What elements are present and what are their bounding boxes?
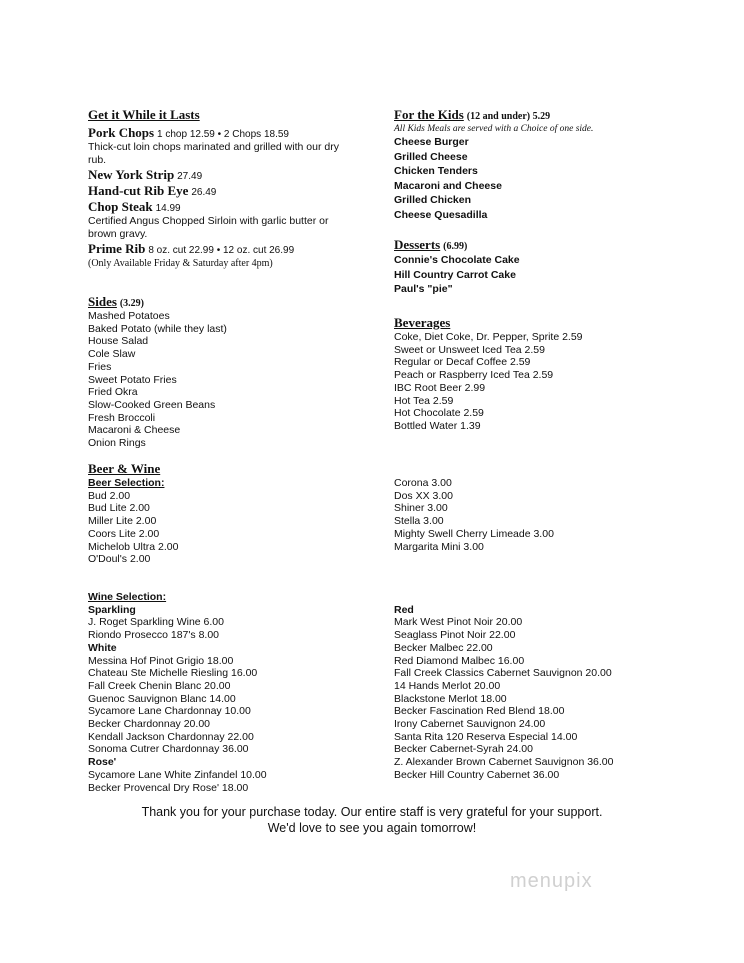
- list-item: Red Diamond Malbec 16.00: [394, 654, 525, 667]
- list-item: Slow-Cooked Green Beans: [88, 398, 216, 411]
- list-item: Stella 3.00: [394, 515, 444, 528]
- list-item: Seaglass Pinot Noir 22.00: [394, 629, 516, 642]
- list-item: Michelob Ultra 2.00: [88, 540, 179, 553]
- list-item: Macaroni and Cheese: [394, 179, 502, 192]
- list-item: Bud Lite 2.00: [88, 502, 150, 515]
- kids-list: [394, 135, 714, 222]
- wine-selection-label: Wine Selection:: [88, 591, 167, 603]
- section-red-wine: [394, 604, 724, 782]
- list-item: Riondo Prosecco 187's 8.00: [88, 629, 220, 642]
- list-item: Becker Cabernet-Syrah 24.00: [394, 743, 533, 756]
- list-item: Kendall Jackson Chardonnay 22.00: [88, 730, 254, 743]
- list-item: Cole Slaw: [88, 348, 136, 361]
- section-desserts: Desserts (6.99) Connie's Chocolate Cake Hill Country Carrot Cake Paul's "pie": [394, 237, 714, 297]
- sides-list: [88, 310, 348, 450]
- list-item: Guenoc Sauvignon Blanc 14.00: [88, 692, 236, 705]
- list-item: Santa Rita 120 Reserva Especial 14.00: [394, 730, 578, 743]
- kids-subtitle: All Kids Meals are served with a Choice of one side.: [394, 124, 594, 134]
- menu-item: Pork Chops 1 chop 12.59 • 2 Chops 18.59 Thick-cut loin chops marinated and grilled with our dry rub.: [88, 125, 339, 166]
- list-item: IBC Root Beer 2.99: [394, 381, 486, 394]
- rose-list: [88, 769, 388, 794]
- list-item: Connie's Chocolate Cake: [394, 254, 520, 266]
- list-item: Bud 2.00: [88, 489, 131, 502]
- beer-selection-label: Beer Selection:: [88, 477, 165, 489]
- beverages-list: [394, 331, 714, 433]
- list-item: Hill Country Carrot Cake: [394, 268, 516, 281]
- section-title: For the Kids: [394, 107, 464, 122]
- list-item: O'Doul's 2.00: [88, 553, 151, 566]
- list-item: Mashed Potatoes: [88, 310, 170, 322]
- list-item: 14 Hands Merlot 20.00: [394, 679, 501, 692]
- list-item: Fries: [88, 360, 112, 373]
- list-item: Paul's "pie": [394, 283, 453, 295]
- rose-label: Rose': [88, 756, 117, 769]
- section-sides: Sides (3.29) Mashed Potatoes Baked Potato (while they last) House Salad Cole Slaw Fries Sweet Potato Fries Fried Okra Slow-Cooked Green Beans Fresh Broccoli Macaroni & Cheese Onion Rings: [88, 294, 348, 450]
- list-item: Chateau Ste Michelle Riesling 16.00: [88, 667, 258, 680]
- footer: [0, 804, 744, 836]
- section-beverages: [394, 315, 714, 433]
- beer-list-right-wrap: [394, 477, 714, 553]
- section-wine: [88, 591, 388, 794]
- list-item: Margarita Mini 3.00: [394, 540, 484, 553]
- footer-line: Thank you for your purchase today. Our entire staff is very grateful for your support.: [141, 805, 603, 819]
- list-item: Z. Alexander Brown Cabernet Sauvignon 36.00: [394, 756, 614, 769]
- list-item: Sycamore Lane White Zinfandel 10.00: [88, 768, 267, 781]
- list-item: House Salad: [88, 335, 149, 348]
- desserts-list: [394, 253, 714, 297]
- list-item: Messina Hof Pinot Grigio 18.00: [88, 654, 234, 667]
- list-item: Miller Lite 2.00: [88, 515, 157, 528]
- list-item: Macaroni & Cheese: [88, 424, 181, 437]
- white-label: White: [88, 641, 117, 654]
- list-item: Becker Malbec 22.00: [394, 641, 493, 654]
- list-item: Shiner 3.00: [394, 502, 448, 515]
- list-item: Baked Potato (while they last): [88, 322, 227, 335]
- white-list: [88, 655, 388, 757]
- beer-list-left: [88, 490, 358, 566]
- list-item: Irony Cabernet Sauvignon 24.00: [394, 718, 546, 731]
- red-label: Red: [394, 603, 414, 616]
- section-title: Get it While it Lasts: [88, 107, 200, 122]
- section-title: Sides: [88, 294, 117, 309]
- list-item: Fall Creek Classics Cabernet Sauvignon 20.00: [394, 667, 612, 680]
- list-item: Peach or Raspberry Iced Tea 2.59: [394, 369, 554, 382]
- list-item: Coke, Diet Coke, Dr. Pepper, Sprite 2.59: [394, 331, 583, 343]
- list-item: Dos XX 3.00: [394, 489, 453, 502]
- list-item: Fried Okra: [88, 386, 138, 399]
- list-item: Regular or Decaf Coffee 2.59: [394, 356, 531, 369]
- list-item: Grilled Chicken: [394, 194, 472, 206]
- list-item: Becker Hill Country Cabernet 36.00: [394, 768, 560, 781]
- section-title: Beer & Wine: [88, 461, 161, 476]
- list-item: Sonoma Cutrer Chardonnay 36.00: [88, 743, 249, 756]
- menu-item: Prime Rib 8 oz. cut 22.99 • 12 oz. cut 26.99 (Only Available Friday & Saturday after 4pm): [88, 241, 295, 269]
- list-item: Bottled Water 1.39: [394, 419, 481, 432]
- list-item: Corona 3.00: [394, 477, 452, 489]
- section-beer: [88, 461, 358, 566]
- list-item: Becker Fascination Red Blend 18.00: [394, 705, 565, 718]
- menu-item: Chop Steak 14.99 Certified Angus Chopped Sirloin with garlic butter or brown gravy.: [88, 199, 329, 240]
- list-item: Sweet or Unsweet Iced Tea 2.59: [394, 343, 545, 356]
- section-title: Beverages: [394, 315, 451, 330]
- list-item: Onion Rings: [88, 437, 146, 450]
- sparkling-label: Sparkling: [88, 603, 136, 616]
- list-item: Becker Provencal Dry Rose' 18.00: [88, 781, 249, 794]
- list-item: Chicken Tenders: [394, 165, 478, 177]
- list-item: Fall Creek Chenin Blanc 20.00: [88, 679, 231, 692]
- section-get-it: [88, 107, 358, 270]
- red-list: [394, 616, 724, 781]
- list-item: Grilled Cheese: [394, 150, 468, 163]
- watermark-logo: menupix: [510, 870, 593, 892]
- footer-line: We'd love to see you again tomorrow!: [267, 821, 477, 835]
- menu-item: Hand-cut Rib Eye 26.49: [88, 183, 217, 198]
- sparkling-list: [88, 616, 388, 641]
- list-item: Blackstone Merlot 18.00: [394, 692, 507, 705]
- list-item: Sweet Potato Fries: [88, 373, 177, 386]
- list-item: Mighty Swell Cherry Limeade 3.00: [394, 527, 554, 540]
- list-item: Fresh Broccoli: [88, 411, 156, 424]
- list-item: Cheese Burger: [394, 136, 469, 148]
- list-item: Coors Lite 2.00: [88, 527, 160, 540]
- menu-item: New York Strip 27.49: [88, 167, 203, 182]
- section-kids: For the Kids (12 and under) 5.29 All Kids Meals are served with a Choice of one side. Cheese Burger Grilled Cheese Chicken Tenders Macaroni and Cheese Grilled Chicken Cheese Quesadilla: [394, 107, 714, 222]
- list-item: Becker Chardonnay 20.00: [88, 718, 210, 731]
- list-item: J. Roget Sparkling Wine 6.00: [88, 616, 224, 629]
- beer-list-right: [394, 477, 714, 553]
- list-item: Hot Tea 2.59: [394, 394, 454, 407]
- list-item: Mark West Pinot Noir 20.00: [394, 616, 523, 629]
- list-item: Sycamore Lane Chardonnay 10.00: [88, 705, 251, 718]
- section-title: Desserts: [394, 237, 441, 252]
- list-item: Hot Chocolate 2.59: [394, 407, 484, 420]
- list-item: Cheese Quesadilla: [394, 208, 488, 221]
